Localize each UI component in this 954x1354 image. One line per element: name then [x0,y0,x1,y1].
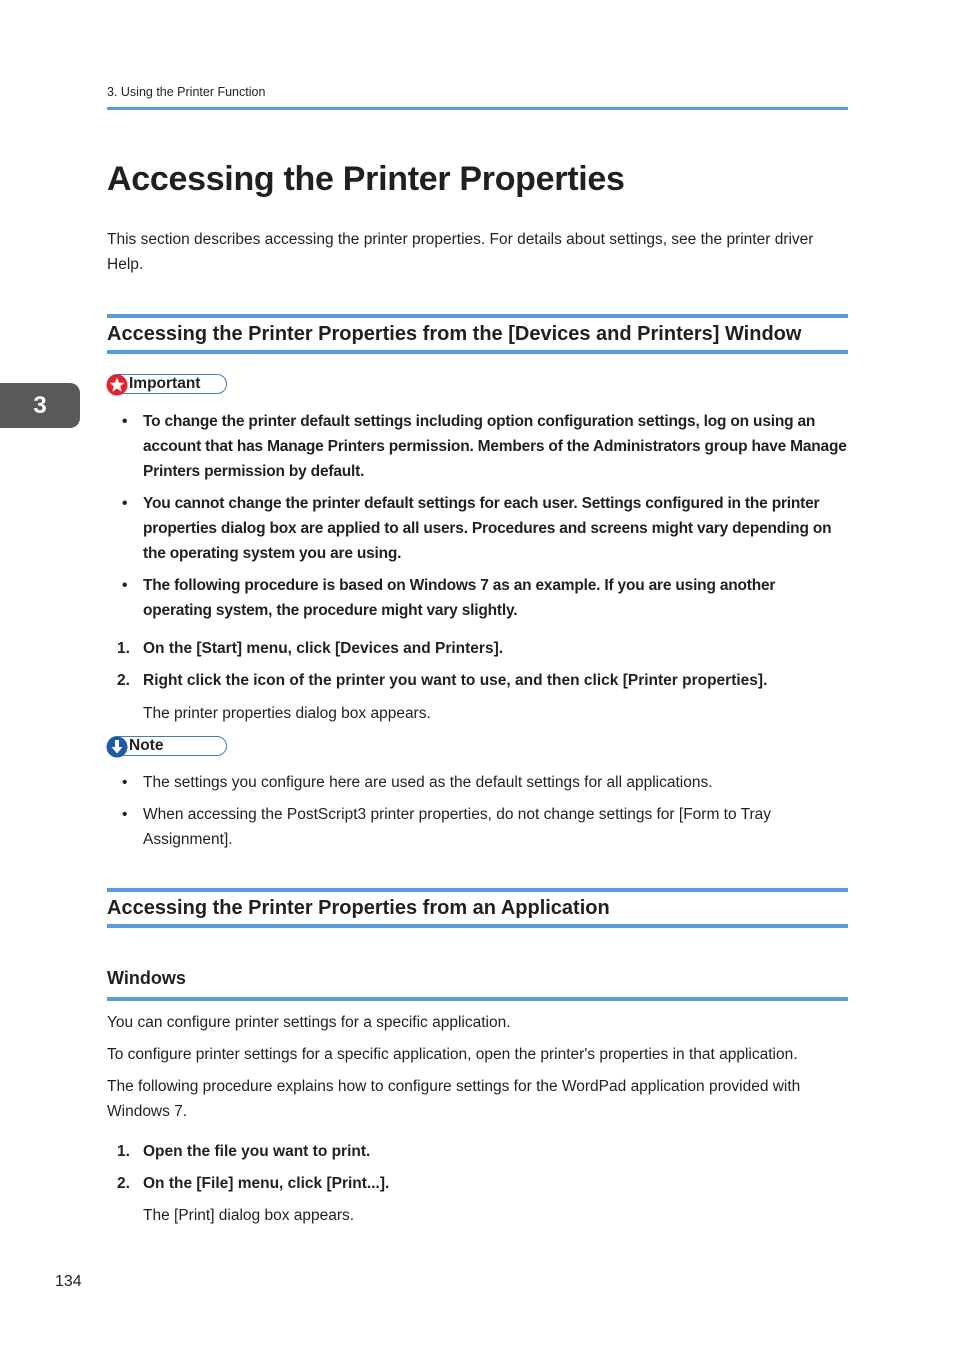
down-arrow-icon [106,736,126,756]
windows-subheading-rule [107,997,848,1001]
list-item: • The settings you configure here are used as the default settings for all applications. [107,770,848,795]
step-result: The printer properties dialog box appears. [143,705,431,722]
note-list [107,770,848,859]
step-number: 1. [117,1143,130,1160]
section1-heading: Accessing the Printer Properties from the [Devices and Printers] Window [107,323,802,345]
intro-paragraph: This section describes accessing the printer properties. For details about settings, see the printer driver Help. [107,231,814,273]
list-item: • When accessing the PostScript3 printer properties, do not change settings for [Form to Tray Assignment]. [107,802,848,852]
step-text: Right click the icon of the printer you want to use, and then click [Printer properties]. [143,672,768,689]
page-title: Accessing the Printer Properties [107,160,625,198]
important-label: Important [129,375,201,392]
list-item: • You cannot change the printer default settings for each user. Settings configured in the printer properties dialog box are applied to all users. Procedures and screens might vary depending on the operating system you are using. [107,491,848,566]
note-label: Note [129,737,164,754]
page-number: 134 [55,1273,82,1290]
star-icon [106,374,126,394]
section2-heading-block [107,888,848,928]
list-item: • To change the printer default settings including option configuration settings, log on using an account that has Manage Printers permission. Members of the Administrators group have Manage Printers permission by default. [107,409,848,484]
breadcrumb: 3. Using the Printer Function [107,85,266,99]
note-badge [107,736,227,756]
chapter-tab: 3 [0,383,80,428]
paragraph: The following procedure explains how to configure settings for the WordPad application provided with Windows 7. [107,1078,801,1120]
important-badge [107,374,227,394]
important-list [107,409,848,630]
section1-heading-block [107,314,848,354]
step-result: The [Print] dialog box appears. [143,1207,355,1224]
paragraph: To configure printer settings for a specific application, open the printer's properties in that application. [107,1046,798,1063]
list-item: • The following procedure is based on Windows 7 as an example. If you are using another operating system, the procedure might vary slightly. [107,573,848,623]
section2-heading: Accessing the Printer Properties from an Application [107,897,610,919]
step-number: 2. [117,672,130,689]
paragraph: You can configure printer settings for a specific application. [107,1014,511,1031]
windows-subheading: Windows [107,968,186,988]
step-text: On the [File] menu, click [Print...]. [143,1175,390,1192]
header-rule [107,107,848,110]
step-number: 1. [117,640,130,657]
section2-heading-rule-bottom [107,924,848,928]
section1-heading-rule-bottom [107,350,848,354]
step-number: 2. [117,1175,130,1192]
step-text: Open the file you want to print. [143,1143,371,1160]
step-text: On the [Start] menu, click [Devices and Printers]. [143,640,504,657]
